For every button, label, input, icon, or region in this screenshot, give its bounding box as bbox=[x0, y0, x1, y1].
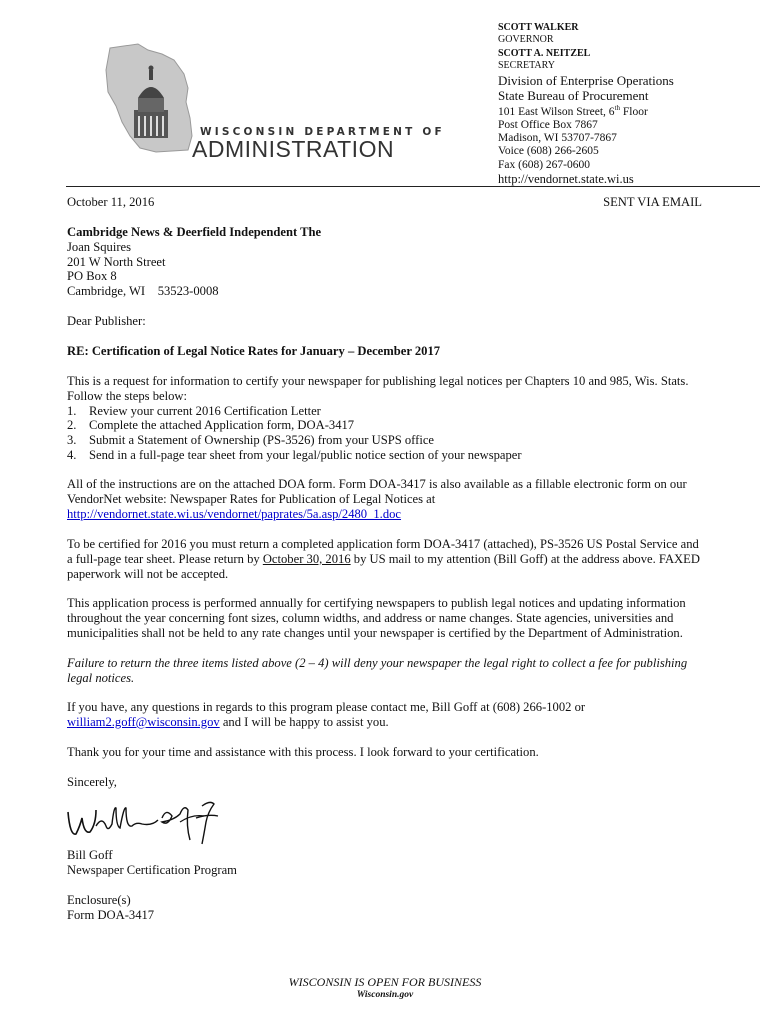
salutation: Dear Publisher: bbox=[67, 314, 146, 328]
sent-via: SENT VIA EMAIL bbox=[603, 195, 702, 209]
enclosures-label: Enclosure(s) bbox=[67, 893, 131, 907]
website-link[interactable]: http://vendornet.state.wi.us bbox=[498, 171, 634, 186]
recipient-po-box: PO Box 8 bbox=[67, 269, 117, 284]
deadline-paragraph: To be certified for 2016 you must return a completed application form DOA-3417 (attached), PS-3526 US Postal Service and a full-page tear sheet. Please return by October 30, 2016 by US mail to my attention (Bill Goff) at the address above. FAXED paperwork will not be accepted. bbox=[67, 537, 700, 581]
po-box: Post Office Box 7867 bbox=[498, 118, 598, 131]
subject-line: RE: Certification of Legal Notice Rates for January – December 2017 bbox=[67, 344, 441, 358]
wisconsin-capitol-icon bbox=[100, 40, 200, 160]
steps-list bbox=[67, 404, 688, 463]
thanks-paragraph: Thank you for your time and assistance with this process. I look forward to your certification. bbox=[67, 745, 539, 759]
intro-paragraph: This is a request for information to certify your newspaper for publishing legal notices per Chapters 10 and 985, Wis. Stats. Follow the steps below: 1. Review your current 2016 Certification Letter 2. Complete the attached Application form, DOA-3417 3. Submit a Statement of Ownership (PS-3526) from your USPS office 4. Send in a full-page tear sheet from your legal/public notice section of your newspaper bbox=[67, 374, 689, 462]
signer-block bbox=[67, 848, 237, 878]
list-item: 1. Review your current 2016 Certification Letter bbox=[67, 403, 321, 418]
department-name: WISCONSIN DEPARTMENT OF bbox=[200, 126, 445, 138]
recipient-street: 201 W North Street bbox=[67, 254, 166, 269]
recipient-name: Joan Squires bbox=[67, 239, 132, 254]
warning-paragraph: Failure to return the three items listed above (2 – 4) will deny your newspaper the legal right to collect a fee for publishing legal notices. bbox=[67, 656, 688, 685]
signer-name: Bill Goff bbox=[67, 848, 113, 862]
fax-number: Fax (608) 267-0600 bbox=[498, 158, 590, 171]
header-divider bbox=[66, 186, 760, 187]
contact-block bbox=[498, 22, 760, 186]
recipient-org: Cambridge News & Deerfield Independent The bbox=[67, 225, 322, 239]
list-item: 2. Complete the attached Application form, DOA-3417 bbox=[67, 418, 355, 433]
deadline-date: October 30, 2016 bbox=[262, 551, 351, 566]
list-item: 4. Send in a full-page tear sheet from your legal/public notice section of your newspaper bbox=[67, 447, 522, 462]
governor-title: GOVERNOR bbox=[498, 33, 554, 45]
city-state-zip: Madison, WI 53707-7867 bbox=[498, 132, 617, 145]
secretary-title: SECRETARY bbox=[498, 59, 555, 71]
signer-program: Newspaper Certification Program bbox=[67, 862, 237, 877]
voice-phone: Voice (608) 266-2605 bbox=[498, 145, 599, 158]
footer-website[interactable]: Wisconsin.gov bbox=[356, 990, 414, 1000]
footer-slogan: WISCONSIN IS OPEN FOR BUSINESS bbox=[288, 975, 482, 989]
list-item: 3. Submit a Statement of Ownership (PS-3526) from your USPS office bbox=[67, 433, 435, 448]
governor-name: SCOTT WALKER bbox=[498, 22, 579, 33]
form-download-link[interactable]: http://vendornet.state.wi.us/vendornet/paprates/5a.asp/2480_1.doc bbox=[67, 506, 402, 521]
bureau-name: State Bureau of Procurement bbox=[498, 87, 649, 103]
secretary-name: SCOTT A. NEITZEL bbox=[498, 48, 591, 59]
handwritten-signature bbox=[62, 796, 232, 846]
recipient-address bbox=[67, 225, 321, 299]
enclosures-block bbox=[67, 893, 154, 923]
contact-paragraph: If you have, any questions in regards to this program please contact me, Bill Goff at (608) 266-1002 or william2.goff@wisconsin.gov and I will be happy to assist you. bbox=[67, 700, 586, 729]
email-link[interactable]: william2.goff@wisconsin.gov bbox=[67, 714, 220, 729]
department-administration: ADMINISTRATION bbox=[192, 136, 395, 162]
street-address: 101 East Wilson Street, 6th Floor bbox=[498, 103, 648, 118]
letter-date: October 11, 2016 bbox=[67, 195, 155, 209]
division-name: Division of Enterprise Operations bbox=[498, 73, 674, 88]
process-paragraph: This application process is performed annually for certifying newspapers to publish legal notices and updating information throughout the year concerning font sizes, column widths, and address or name changes. State agencies, universities and municipalities shall not be held to any rate changes until your newspaper is certified by the Department of Administration. bbox=[67, 596, 686, 640]
recipient-city: Cambridge, WI 53523-0008 bbox=[67, 284, 219, 299]
instructions-paragraph: All of the instructions are on the attached DOA form. Form DOA-3417 is also available as a fillable electronic form on our VendorNet website: Newspaper Rates for Publication of Legal Notices at http://vendornet.state.wi.us/vendornet/paprates/5a.asp/2480_1.doc bbox=[67, 477, 687, 521]
doa-logo bbox=[100, 40, 445, 170]
enclosure-item: Form DOA-3417 bbox=[67, 907, 155, 922]
closing: Sincerely, bbox=[67, 775, 117, 789]
